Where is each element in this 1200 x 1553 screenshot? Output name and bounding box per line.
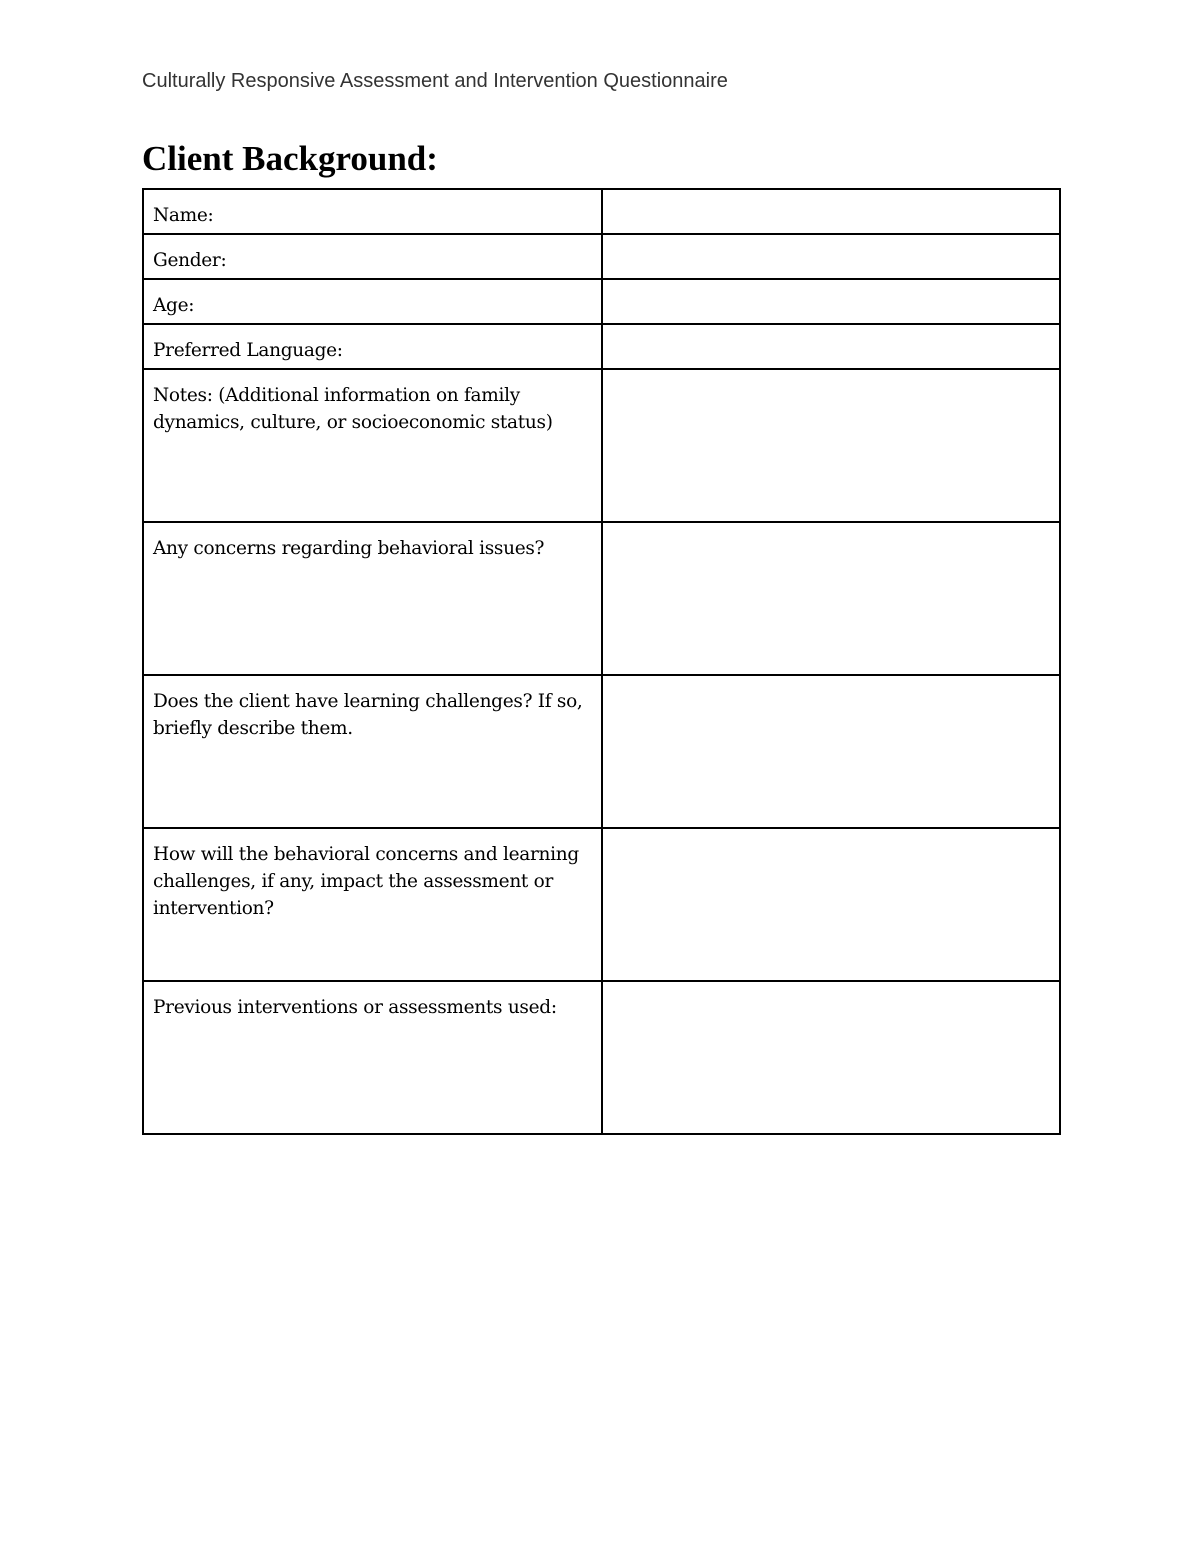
name-label: Name: xyxy=(153,205,214,226)
gender-label: Gender: xyxy=(153,250,227,271)
notes-field[interactable] xyxy=(602,369,1060,522)
table-row xyxy=(143,828,1060,981)
label-cell xyxy=(143,828,602,981)
table-row xyxy=(143,522,1060,675)
table-row xyxy=(143,189,1060,234)
learning-challenges-label: Does the client have learning challenges? If so, briefly describe them. xyxy=(153,691,583,739)
table-row xyxy=(143,234,1060,279)
preferred-language-field[interactable] xyxy=(602,324,1060,369)
preferred-language-label: Preferred Language: xyxy=(153,340,343,361)
table-row xyxy=(143,675,1060,828)
name-field[interactable] xyxy=(602,189,1060,234)
table-row xyxy=(143,369,1060,522)
previous-interventions-field[interactable] xyxy=(602,981,1060,1134)
previous-interventions-label: Previous interventions or assessments used: xyxy=(153,997,557,1018)
label-cell xyxy=(143,522,602,675)
client-background-table xyxy=(142,188,1061,1135)
label-cell xyxy=(143,675,602,828)
label-cell xyxy=(143,234,602,279)
table-row xyxy=(143,981,1060,1134)
table-row xyxy=(143,324,1060,369)
behavioral-concerns-field[interactable] xyxy=(602,522,1060,675)
age-label: Age: xyxy=(153,295,195,316)
label-cell xyxy=(143,981,602,1134)
impact-label: How will the behavioral concerns and learning challenges, if any, impact the assessment or intervention? xyxy=(153,844,579,919)
behavioral-concerns-label: Any concerns regarding behavioral issues? xyxy=(153,538,545,559)
impact-field[interactable] xyxy=(602,828,1060,981)
label-cell xyxy=(143,369,602,522)
label-cell xyxy=(143,324,602,369)
document-header: Culturally Responsive Assessment and Intervention Questionnaire xyxy=(142,70,728,92)
gender-field[interactable] xyxy=(602,234,1060,279)
section-title: Client Background: xyxy=(142,139,438,178)
learning-challenges-field[interactable] xyxy=(602,675,1060,828)
label-cell xyxy=(143,279,602,324)
label-cell xyxy=(143,189,602,234)
age-field[interactable] xyxy=(602,279,1060,324)
notes-label: Notes: (Additional information on family dynamics, culture, or socioeconomic status) xyxy=(153,385,553,433)
table-row xyxy=(143,279,1060,324)
